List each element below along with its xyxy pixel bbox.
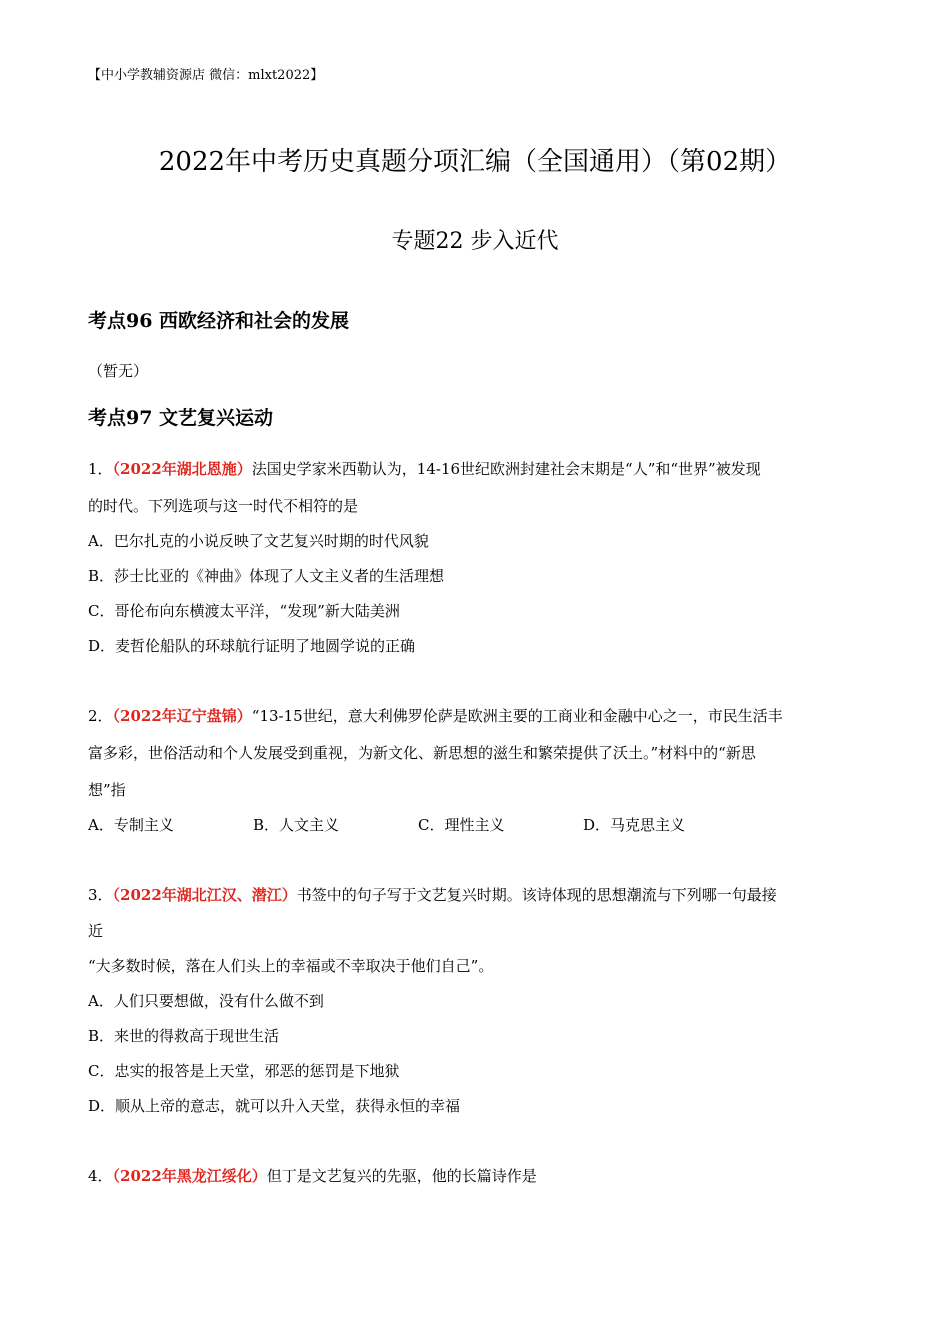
question-2 [88, 705, 870, 727]
question-1 [88, 458, 870, 480]
question-stem: 法国史学家米西勒认为，14-16世纪欧洲封建社会末期是“人”和“世界”被发现 [251, 460, 761, 478]
topic-title: 专题22 步入近代 [391, 229, 559, 254]
header-note: 【中小学教辅资源店 微信：mlxt2022】 [88, 68, 324, 83]
question-quote: “大多数时候，落在人们头上的幸福或不幸取决于他们自己”。 [88, 957, 494, 975]
question-4 [88, 1165, 870, 1187]
option-d: D．马克思主义 [583, 816, 686, 834]
option-c: C．理性主义 [418, 816, 505, 834]
section-note: （暂无） [88, 362, 149, 380]
option-a: A．人们只要想做，没有什么做不到 [88, 992, 324, 1010]
section-heading-97: 考点97 文艺复兴运动 [88, 407, 274, 429]
option-b: B．莎士比亚的《神曲》体现了人文主义者的生活理想 [88, 567, 445, 585]
question-stem: 但丁是文艺复兴的先驱，他的长篇诗作是 [266, 1167, 537, 1185]
question-stem-cont: 近 [88, 922, 104, 940]
question-stem: 书签中的句子写于文艺复兴时期。该诗体现的思想潮流与下列哪一句最接 [296, 886, 777, 904]
section-heading-96: 考点96 西欧经济和社会的发展 [88, 310, 350, 332]
question-source: （2022年辽宁盘锦） [112, 707, 252, 725]
option-c: C．忠实的报答是上天堂，邪恶的惩罚是下地狱 [88, 1062, 400, 1080]
option-d: D．顺从上帝的意志，就可以升入天堂，获得永恒的幸福 [88, 1097, 461, 1115]
question-number: 3． [88, 886, 113, 904]
question-stem: “13-15世纪，意大利佛罗伦萨是欧洲主要的工商业和金融中心之一，市民生活丰 [251, 707, 783, 725]
question-number: 2． [88, 707, 113, 725]
option-a: A．巴尔扎克的小说反映了文艺复兴时期的时代风貌 [88, 532, 429, 550]
option-b: B．人文主义 [253, 816, 340, 834]
option-a: A．专制主义 [88, 816, 174, 834]
option-c: C．哥伦布向东横渡太平洋，“发现”新大陆美洲 [88, 602, 400, 620]
question-source: （2022年黑龙江绥化） [112, 1167, 267, 1185]
question-number: 4． [88, 1167, 113, 1185]
question-source: （2022年湖北恩施） [112, 460, 252, 478]
question-number: 1． [88, 460, 113, 478]
question-3 [88, 884, 870, 906]
question-stem-cont: 想”指 [88, 781, 126, 799]
question-stem-cont: 的时代。下列选项与这一时代不相符的是 [88, 497, 359, 515]
option-b: B．来世的得救高于现世生活 [88, 1027, 280, 1045]
option-d: D．麦哲伦船队的环球航行证明了地圆学说的正确 [88, 637, 416, 655]
document-title: 2022年中考历史真题分项汇编（全国通用）（第02期） [158, 147, 792, 177]
question-source: （2022年湖北江汉、潜江） [112, 886, 297, 904]
question-stem-cont: 富多彩，世俗活动和个人发展受到重视，为新文化、新思想的滋生和繁荣提供了沃土。”材料中的“新思 [88, 744, 756, 762]
